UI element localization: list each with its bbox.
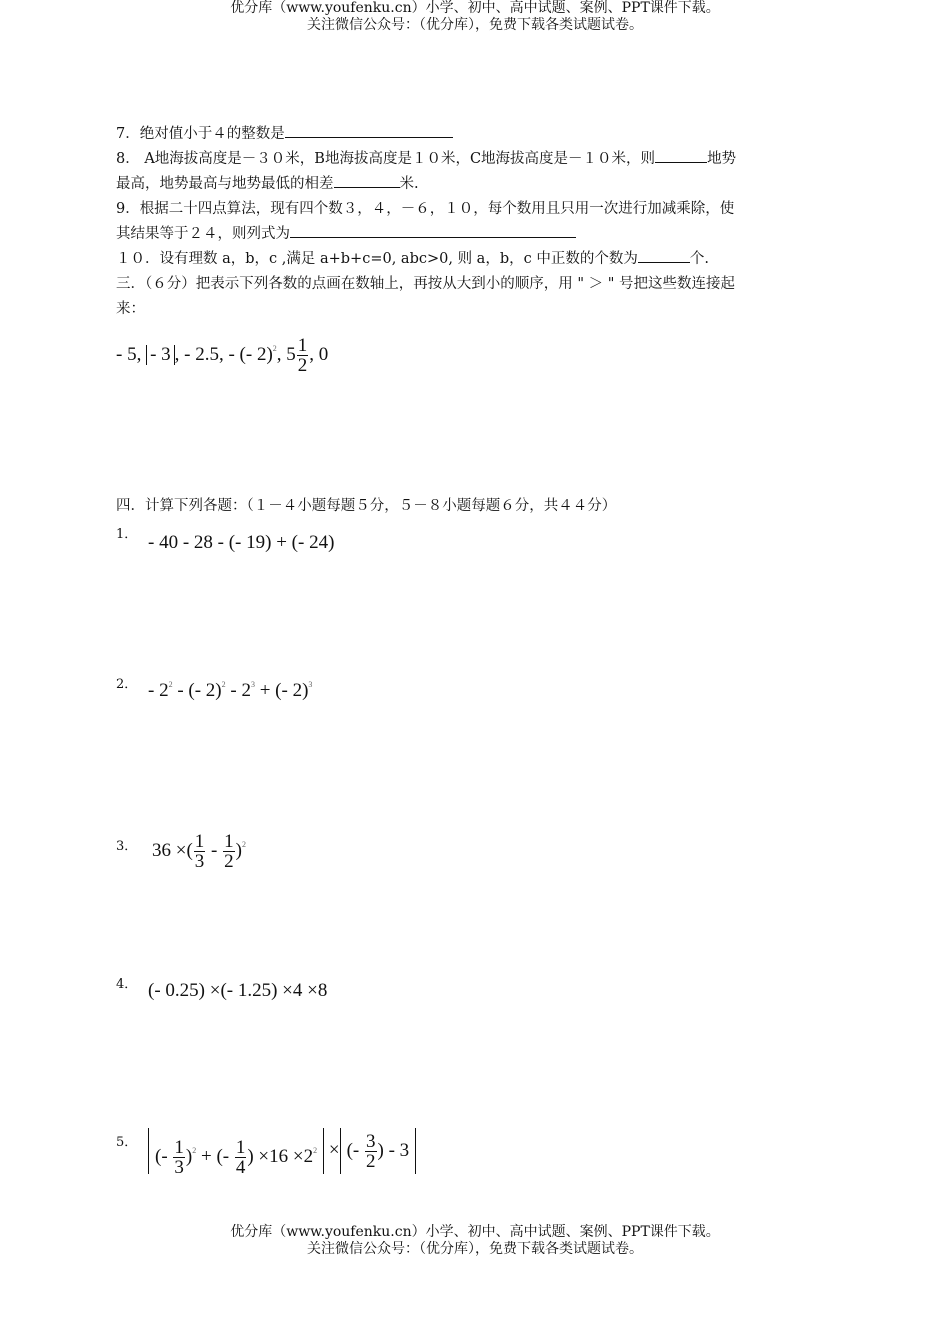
question-10-text-2: 个. [689,251,709,267]
math-term: ) [235,839,242,861]
question-8-text-2: 地势 [707,151,737,167]
answer-blank[interactable] [285,123,453,138]
denominator: 4 [235,1157,246,1179]
exponent: 2 [272,343,277,353]
exponent: 2 [192,1146,197,1155]
question-9-text-2: 其结果等于２４，则列式为 [116,226,290,242]
problem-1-expression: - 40 - 28 - (- 19) + (- 24) [148,532,335,553]
question-9 [116,197,734,222]
section-3-numbers [116,336,328,375]
problem-4-expression: (- 0.25) ×(- 1.25) ×4 ×8 [148,980,328,1001]
fraction [223,832,235,871]
header-line-1: 优分库（www.youfenku.cn）小学、初中、高中试题、案例、PPT课件下载。 [230,0,720,16]
footer-line-2: 关注微信公众号：（优分库），免费下载各类试题试卷。 [307,1241,643,1257]
section-3-text-2: 来： [116,301,145,317]
math-term: - (- 2) [172,680,222,701]
section-3-text-1: 三．（６分）把表示下列各数的点画在数轴上，再按从大到小的顺序，用 " ＞ " 号把这些数连接起 [116,276,736,292]
fraction [365,1132,377,1171]
question-8-text-4: 米. [399,176,419,192]
numerator: 1 [297,335,308,356]
question-9-text-1: 9．根据二十四点算法，现有四个数３，４，－６，１０，每个数用且只用一次进行加减乘除，使 [116,201,735,217]
problem-1-number: 1． [116,527,138,542]
math-term: , - 2.5, - (- 2) [174,343,273,365]
page-header [0,0,950,34]
exponent: 2 [241,839,246,849]
section-3-title [116,272,735,297]
fraction [194,832,206,871]
math-term: - 2 [225,680,251,701]
math-term: , 5 [276,343,296,365]
problem-3-expression [152,832,246,871]
answer-blank[interactable] [638,248,690,263]
math-term: - 3 [150,343,171,365]
fraction [297,336,309,375]
problem-3-number: 3． [116,839,138,854]
math-term: ) [185,1146,193,1167]
problem-2-number: 2． [116,677,138,692]
question-8 [116,147,736,172]
numerator: 3 [366,1131,376,1153]
exponent: 2 [168,680,173,689]
exponent: 2 [313,1146,318,1155]
denominator: 2 [297,355,308,376]
denominator: 2 [224,851,234,872]
absolute-value [146,345,175,365]
math-term: ) ×16 ×2 [247,1146,314,1167]
problem-5-number: 5． [116,1135,138,1150]
square-bracket-group [340,1128,417,1174]
exponent: 3 [308,680,313,689]
math-term: 36 ×( [152,839,193,861]
question-8-cont [116,172,419,197]
answer-blank[interactable] [290,223,576,238]
numerator: 1 [235,1137,246,1159]
question-7-text: 7．绝对值小于４的整数是 [116,126,285,142]
footer-line-1: 优分库（www.youfenku.cn）小学、初中、高中试题、案例、PPT课件下载。 [230,1224,720,1240]
denominator: 3 [194,851,205,872]
math-term: - [206,839,223,861]
math-term: + (- 2) [254,680,309,701]
exponent: 3 [250,680,255,689]
problem-2-expression [148,680,312,702]
math-term: - 2 [148,680,169,701]
question-10-text-1: １０．设有理数 a，b，c ,满足 a+b+c=0, abc>0, 则 a，b，c 中正数的个数为 [116,251,638,267]
fraction [173,1138,185,1177]
question-8-text-1: 8． A地海拔高度是－３０米，B地海拔高度是１０米，C地海拔高度是－１０米，则 [116,151,656,167]
header-line-2: 关注微信公众号：（优分库），免费下载各类试题试卷。 [307,17,643,33]
question-10 [116,247,709,272]
problem-5-expression [148,1128,416,1179]
question-9-cont [116,222,576,247]
answer-blank[interactable] [334,173,400,188]
section-3-title-cont [116,297,145,322]
fraction [235,1138,247,1177]
answer-blank[interactable] [655,148,707,163]
math-term: + (- [196,1146,234,1167]
denominator: 3 [174,1157,184,1179]
question-8-text-3: 最高，地势最高与地势最低的相差 [116,176,334,192]
exponent: 2 [221,680,226,689]
numerator: 1 [194,831,205,852]
math-term: ) - 3 [377,1140,410,1161]
math-term: , 0 [309,343,329,365]
page-footer [0,1224,950,1258]
square-bracket-group [148,1128,324,1179]
section-4-text: 四．计算下列各题：（１－４小题每题５分，５－８小题每题６分，共４４分） [116,498,617,514]
math-term: - 5, [116,343,142,365]
numerator: 1 [174,1137,184,1159]
math-term: (- [346,1140,364,1161]
denominator: 2 [366,1151,376,1173]
math-term: (- [155,1146,173,1167]
math-term: × [324,1139,340,1161]
section-4-title [116,494,616,519]
question-7 [116,122,453,147]
numerator: 1 [224,831,234,852]
problem-4-number: 4． [116,977,138,992]
